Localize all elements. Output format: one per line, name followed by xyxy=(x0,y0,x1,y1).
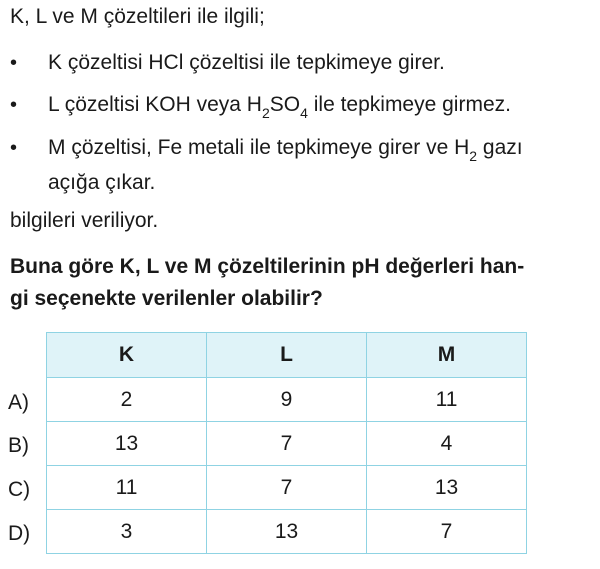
cell-c-l: 7 xyxy=(207,466,367,510)
bullet-3-symbol: • xyxy=(10,137,18,159)
table-row-c[interactable] xyxy=(47,466,527,510)
table-header-row xyxy=(47,333,527,378)
option-label-b[interactable]: B) xyxy=(8,434,29,457)
cell-b-m: 4 xyxy=(367,422,527,466)
cell-a-k: 2 xyxy=(47,378,207,422)
cell-a-m: 11 xyxy=(367,378,527,422)
table-row-d[interactable] xyxy=(47,510,527,554)
cell-c-k: 11 xyxy=(47,466,207,510)
table-row-b[interactable] xyxy=(47,422,527,466)
cell-a-l: 9 xyxy=(207,378,367,422)
bullet-2-symbol: • xyxy=(10,94,18,116)
header-k: K xyxy=(47,333,207,378)
bullet-1-symbol: • xyxy=(10,52,18,74)
cell-b-l: 7 xyxy=(207,422,367,466)
cell-d-k: 3 xyxy=(47,510,207,554)
cell-d-l: 13 xyxy=(207,510,367,554)
question-line-2: gi seçenekte verilenler olabilir? xyxy=(10,287,323,310)
bullet-1-text: K çözeltisi HCl çözeltisi ile tepkimeye girer. xyxy=(48,51,445,74)
header-m: M xyxy=(367,333,527,378)
cell-b-k: 13 xyxy=(47,422,207,466)
options-table xyxy=(46,332,527,554)
option-label-a[interactable]: A) xyxy=(8,391,29,414)
cell-c-m: 13 xyxy=(367,466,527,510)
option-label-d[interactable]: D) xyxy=(8,522,31,545)
cell-d-m: 7 xyxy=(367,510,527,554)
bullet-3-text: M çözeltisi, Fe metali ile tepkimeye girer ve $H_2$ gazı xyxy=(48,136,523,164)
header-l: L xyxy=(207,333,367,378)
bullet-3-text-line2: açığa çıkar. xyxy=(48,171,156,194)
given-text: bilgileri veriliyor. xyxy=(10,209,159,232)
option-label-c[interactable]: C) xyxy=(8,478,31,501)
question-line-1: Buna göre K, L ve M çözeltilerinin pH değerleri han- xyxy=(10,255,525,278)
intro-text: K, L ve M çözeltileri ile ilgili; xyxy=(10,5,265,28)
table-row-a[interactable] xyxy=(47,378,527,422)
bullet-2-text: L çözeltisi KOH veya $H_2SO_4$ ile tepkimeye girmez. xyxy=(48,93,511,121)
